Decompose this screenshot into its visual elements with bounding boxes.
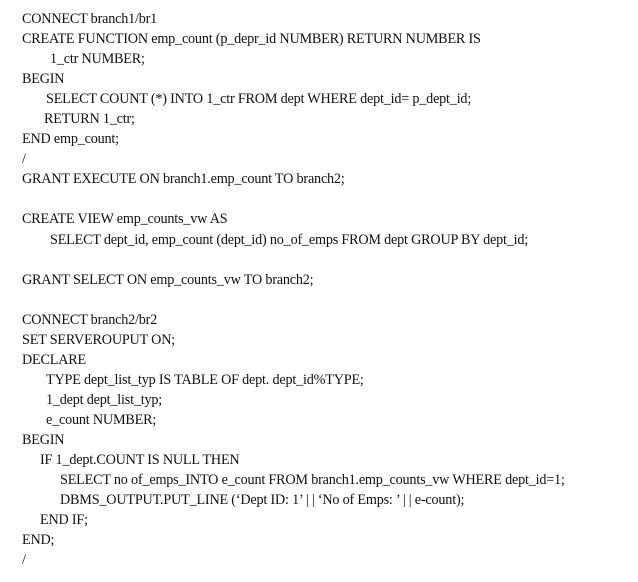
code-line: END emp_count; bbox=[22, 131, 119, 148]
code-line: IF 1_dept.COUNT IS NULL THEN bbox=[40, 452, 240, 469]
code-line: CREATE FUNCTION emp_count (p_depr_id NUMBER) RETURN NUMBER IS bbox=[22, 31, 481, 48]
code-line: SELECT COUNT (*) INTO 1_ctr FROM dept WHERE dept_id= p_dept_id; bbox=[46, 91, 472, 108]
blank-line bbox=[22, 189, 634, 209]
code-line: / bbox=[22, 552, 26, 569]
code-line: SELECT no of_emps_INTO e_count FROM branch1.emp_counts_vw WHERE dept_id=1; bbox=[60, 472, 565, 489]
code-line: END; bbox=[22, 532, 55, 549]
code-line: DBMS_OUTPUT.PUT_LINE (‘Dept ID: 1’ | | ‘No of Emps: ’ | | e-count); bbox=[60, 492, 465, 509]
code-line: SET SERVEROUPUT ON; bbox=[22, 331, 175, 348]
code-line: TYPE dept_list_typ IS TABLE OF dept. dept_id%TYPE; bbox=[46, 371, 364, 388]
code-line: END IF; bbox=[40, 512, 88, 529]
code-line: BEGIN bbox=[22, 71, 65, 88]
blank-line bbox=[22, 250, 634, 270]
code-line: SELECT dept_id, emp_count (dept_id) no_of_emps FROM dept GROUP BY dept_id; bbox=[50, 231, 529, 248]
code-line: 1_ctr NUMBER; bbox=[50, 51, 145, 68]
code-listing bbox=[22, 9, 634, 570]
code-line: e_count NUMBER; bbox=[46, 411, 157, 428]
code-line: RETURN 1_ctr; bbox=[44, 111, 135, 128]
code-line: CONNECT branch1/br1 bbox=[22, 11, 158, 27]
code-line: / bbox=[22, 151, 26, 168]
code-line: 1_dept dept_list_typ; bbox=[46, 391, 162, 408]
blank-line bbox=[22, 290, 634, 310]
code-line: BEGIN bbox=[22, 431, 65, 448]
code-line: GRANT SELECT ON emp_counts_vw TO branch2; bbox=[22, 271, 314, 288]
code-line: CREATE VIEW emp_counts_vw AS bbox=[22, 211, 228, 228]
code-line: CONNECT branch2/br2 bbox=[22, 311, 158, 328]
code-line: DECLARE bbox=[22, 351, 87, 368]
code-line: GRANT EXECUTE ON branch1.emp_count TO branch2; bbox=[22, 171, 345, 188]
